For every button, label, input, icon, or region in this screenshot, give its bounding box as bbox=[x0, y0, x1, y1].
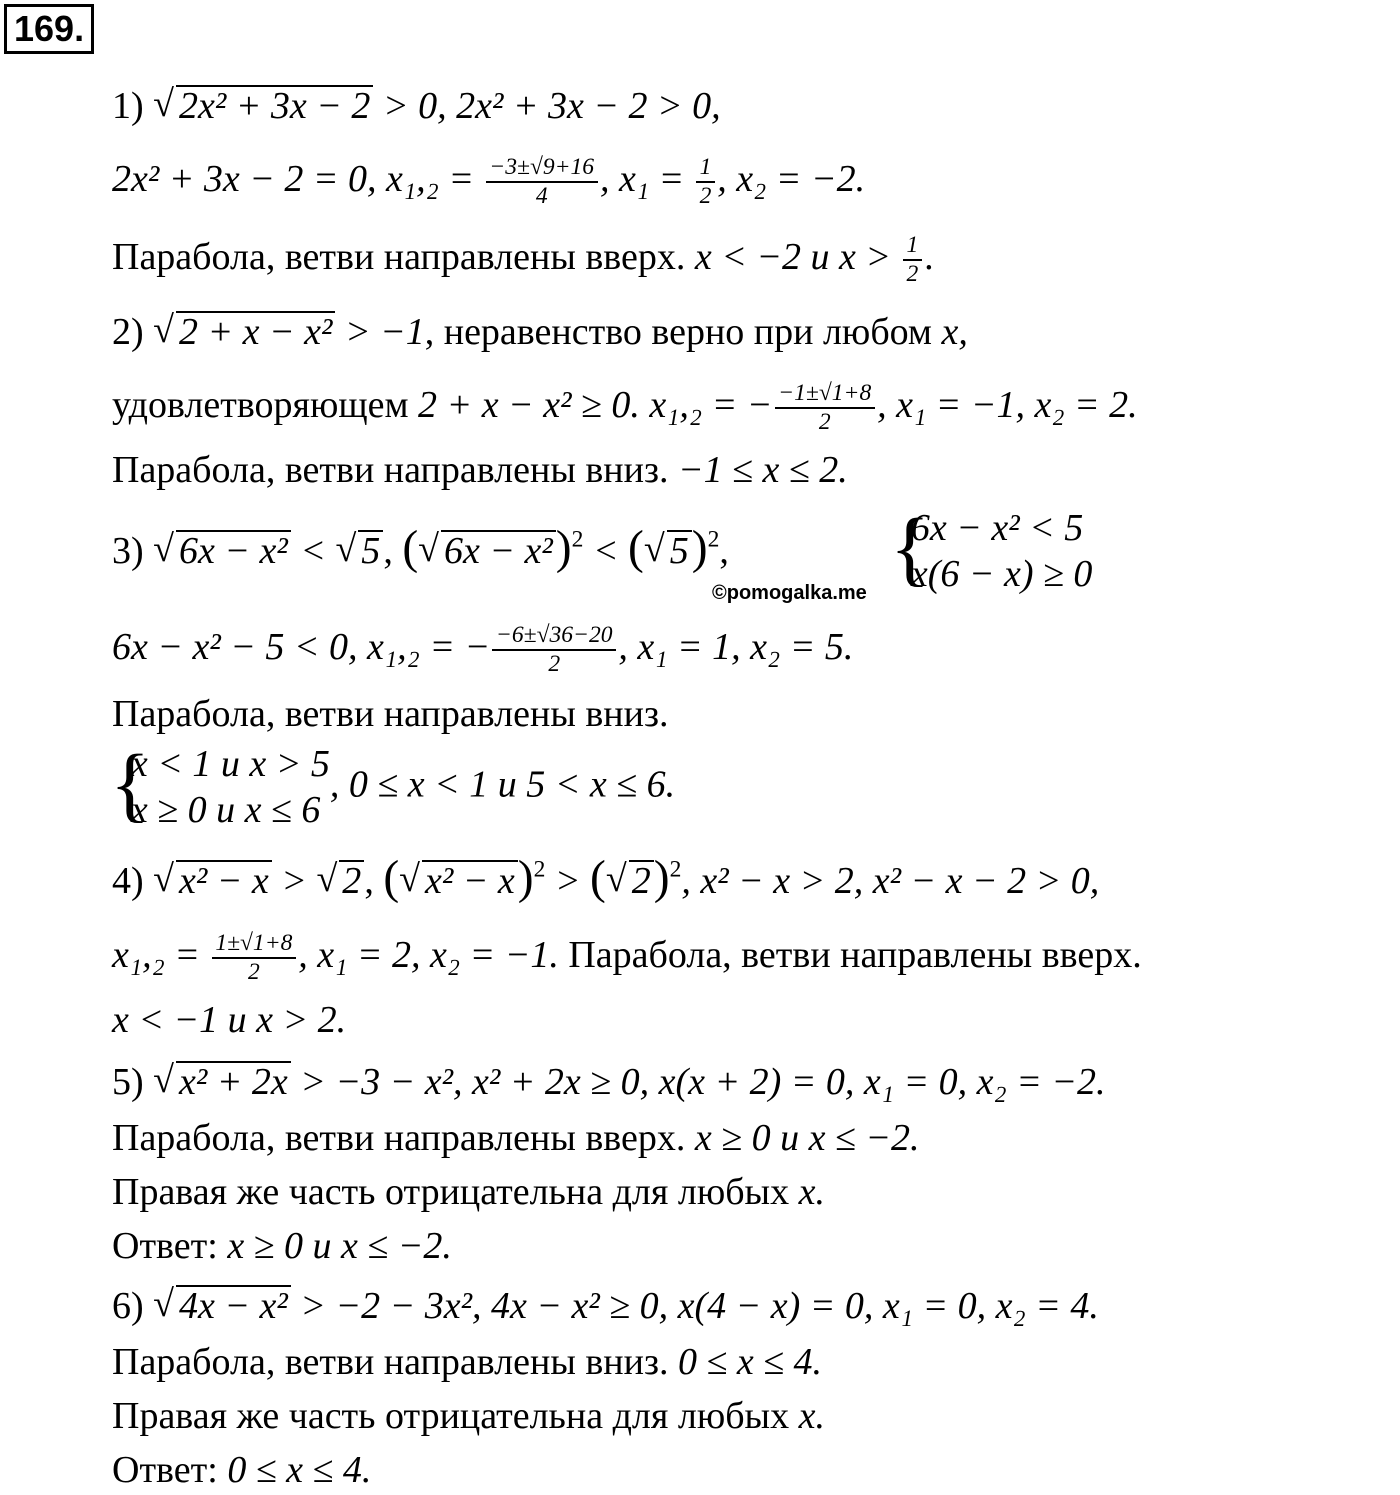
part3-system2-row1: { x < 1 и x > 5 bbox=[130, 743, 330, 785]
part6-rhs-text: Правая же часть отрицательна для любых bbox=[112, 1395, 799, 1437]
part3-system-row1: { 6x − x² < 5 bbox=[910, 507, 1084, 549]
part4-sqrt2: √ 2 bbox=[316, 857, 364, 905]
part3-root-fraction: $\frac{-6\pm√36-20}{2}$ bbox=[492, 622, 616, 678]
part2-line1 bbox=[112, 308, 968, 356]
part5-line2 bbox=[112, 1114, 919, 1162]
part5-line3 bbox=[112, 1168, 825, 1216]
part3-line2 bbox=[112, 622, 854, 678]
part1-root-fraction: $\frac{-3\pm√9+16}{4}$ bbox=[486, 154, 598, 210]
part3-equation: 6x − x² − 5 < 0, x₁,₂ = − bbox=[112, 625, 491, 668]
part3-system-row2: x(6 − x) ≥ 0 bbox=[910, 552, 1093, 595]
part4-root-fraction: $\frac{1\pm√1+8}{2}$ bbox=[212, 930, 296, 986]
part6-line3 bbox=[112, 1392, 825, 1440]
part3-line3: Парабола, ветви направлены вниз. bbox=[112, 693, 669, 735]
part2-line2 bbox=[112, 380, 1138, 436]
part6-answer: 0 ≤ x ≤ 4. bbox=[227, 1449, 372, 1491]
part1-line3 bbox=[112, 232, 934, 288]
part5-inequality: > −3 − x², x² + 2x ≥ 0, x(x + 2) = 0, x₁ = 0, x₂ = −2. bbox=[290, 1061, 1106, 1103]
part6-x: x. bbox=[798, 1395, 825, 1437]
part5-line4 bbox=[112, 1222, 452, 1270]
part6-inequality: > −2 − 3x², 4x − x² ≥ 0, x(4 − x) = 0, x₁ = 0, x₂ = 4. bbox=[290, 1285, 1099, 1327]
part2-condition: 2 + x − x² ≥ 0. x₁,₂ = − bbox=[418, 383, 773, 426]
part4-parabola-text: Парабола, ветви направлены вверх. bbox=[558, 933, 1142, 976]
part4-inequality: , x² − x > 2, x² − x − 2 > 0, bbox=[681, 860, 1100, 902]
part3-sqrt: √ 6x − x² bbox=[153, 527, 291, 575]
part2-line3 bbox=[112, 446, 848, 494]
part3-sqrt-squared: √ 6x − x² bbox=[418, 527, 556, 575]
part2-inequality: > −1 bbox=[335, 311, 425, 353]
part5-sqrt: √ x² + 2x bbox=[153, 1058, 291, 1106]
part4-roots-label: x₁,₂ = bbox=[112, 933, 210, 976]
part3-line4 bbox=[110, 742, 675, 832]
task-number-box: 169. bbox=[4, 4, 94, 54]
part2-text: , неравенство верно при любом bbox=[424, 311, 942, 353]
part1-equation: 2x² + 3x − 2 = 0, x₁,₂ = bbox=[112, 157, 484, 200]
part6-interval: 0 ≤ x ≤ 4. bbox=[677, 1341, 823, 1383]
part6-answer-label: Ответ: bbox=[112, 1449, 228, 1491]
part5-rhs-text: Правая же часть отрицательна для любых bbox=[112, 1171, 799, 1213]
part3-roots: , x₁ = 1, x₂ = 5. bbox=[618, 625, 854, 668]
part5-parabola-text: Парабола, ветви направлены вверх. bbox=[112, 1117, 695, 1159]
part5-line1 bbox=[112, 1058, 1106, 1106]
part4-line3: x < −1 и x > 2. bbox=[112, 999, 347, 1041]
part1-x2: , x₂ = −2. bbox=[717, 157, 866, 200]
part5-x: x. bbox=[798, 1171, 825, 1213]
part6-line2 bbox=[112, 1338, 822, 1386]
part3-line1: 3) √ 6x − x² < √ 5, (√ 6x − x²)$^2$ < (√ 5)$^2$, bbox=[112, 524, 729, 572]
part4-roots: , x₁ = 2, x₂ = −1. bbox=[298, 933, 559, 976]
part3-answer: , 0 ≤ x < 1 и 5 < x ≤ 6. bbox=[329, 763, 676, 806]
part1-line2 bbox=[112, 154, 866, 210]
part2-label: 2) bbox=[112, 311, 144, 353]
part4-sqrt-squared: √ x² − x bbox=[399, 857, 518, 905]
part1-sqrt: √ 2x² + 3x − 2 bbox=[153, 82, 373, 130]
part6-sqrt: √ 4x − x² bbox=[153, 1282, 291, 1330]
part4-label: 4) bbox=[112, 860, 144, 902]
part4-line2 bbox=[112, 930, 1142, 986]
part3-system2 bbox=[110, 742, 330, 833]
part2-answer: −1 ≤ x ≤ 2. bbox=[677, 449, 848, 491]
part1-period: . bbox=[924, 235, 934, 278]
part1-answer-fraction: $\frac{1}{2}$ bbox=[903, 232, 922, 288]
part1-label: 1) bbox=[112, 85, 144, 127]
part1-line1-tail: > 0, 2x² + 3x − 2 > 0, bbox=[373, 85, 721, 127]
part2-sqrt: √ 2 + x − x² bbox=[153, 308, 335, 356]
part2-x: x, bbox=[941, 311, 968, 353]
part1-x1: , x₁ = bbox=[599, 157, 694, 200]
part6-parabola-text: Парабола, ветви направлены вниз. bbox=[112, 1341, 678, 1383]
part4-sqrt: √ x² − x bbox=[153, 857, 272, 905]
part1-line1 bbox=[112, 82, 721, 130]
part3-system2-row2: x ≥ 0 и x ≤ 6 bbox=[130, 788, 321, 831]
part3-label: 3) bbox=[112, 530, 144, 572]
part1-parabola-text: Парабола, ветви направлены вверх. bbox=[112, 235, 695, 278]
part2-parabola-text: Парабола, ветви направлены вниз. bbox=[112, 449, 678, 491]
watermark: ©pomogalka.me bbox=[712, 582, 867, 604]
part1-half-fraction: $\frac{1}{2}$ bbox=[696, 154, 715, 210]
part6-label: 6) bbox=[112, 1285, 144, 1327]
part4-line1: 4) √ x² − x > √ 2, (√ x² − x)$^2$ > (√ 2)$^2$, x² − x > 2, x² − x − 2 > 0, bbox=[112, 854, 1099, 902]
part3-sqrt5: √ 5 bbox=[335, 527, 383, 575]
part5-answer: x ≥ 0 и x ≤ −2. bbox=[227, 1225, 452, 1267]
part3-sqrt5-squared: √ 5 bbox=[644, 527, 692, 575]
part2-satisfying-text: удовлетворяющем bbox=[112, 383, 419, 426]
part5-label: 5) bbox=[112, 1061, 144, 1103]
part3-system bbox=[890, 506, 1092, 596]
part1-answer: x < −2 и x > bbox=[694, 235, 901, 278]
part2-roots: , x₁ = −1, x₂ = 2. bbox=[877, 383, 1138, 426]
part6-line4 bbox=[112, 1446, 371, 1494]
part6-line1 bbox=[112, 1282, 1099, 1330]
part5-interval: x ≥ 0 и x ≤ −2. bbox=[694, 1117, 920, 1159]
part2-root-fraction: $\frac{-1\pm√1+8}{2}$ bbox=[775, 380, 875, 436]
part4-sqrt2-squared: √ 2 bbox=[606, 857, 654, 905]
part5-answer-label: Ответ: bbox=[112, 1225, 228, 1267]
